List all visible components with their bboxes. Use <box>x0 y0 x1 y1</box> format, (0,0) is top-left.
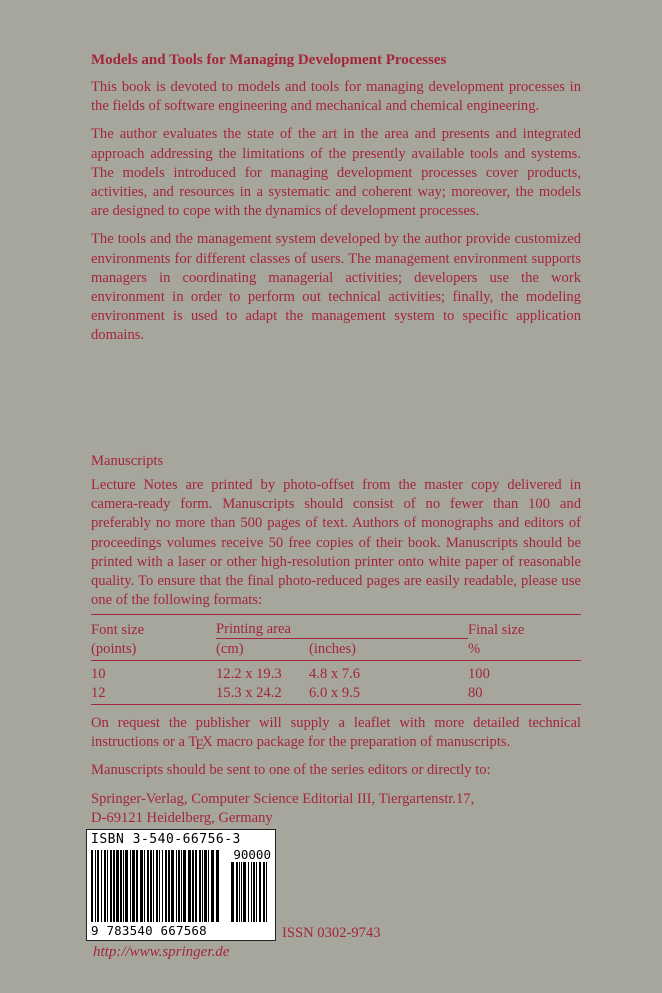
table-row <box>91 683 581 702</box>
header-final-size: Final size <box>468 621 525 638</box>
table-row <box>91 664 581 683</box>
row-points: 10 <box>91 666 106 682</box>
header-inches: (inches) <box>309 641 357 657</box>
header-cm: (cm) <box>216 641 244 657</box>
description-paragraph-2: The author evaluates the state of the art in the area and presents and integrated approach addressing the limitations of the presently available tools and systems. The models introduced for managing development processes cover products, activities, and resources in a systematic and coherent way; moreover, the models are designed to cope with the dynamics of development processes. <box>91 126 581 220</box>
row-points: 12 <box>91 685 106 701</box>
request-text-end: macro package for the preparation of manuscripts. <box>212 734 511 751</box>
manuscripts-intro: Lecture Notes are printed by photo-offset from the master copy delivered in camera-ready form. Manuscripts should consist of no fewer than 100 and preferably no more than 500 pages of text. Authors of monographs and editors of proceedings volumes receive 50 free copies of their book. Manuscripts should be printed with a laser or other high-resolution printer onto white paper of reasonable quality. To ensure that the final photo-reduced pages are easily readable, please use one of the following formats: <box>91 477 581 609</box>
header-points: (points) <box>91 641 137 657</box>
header-percent: % <box>468 641 481 657</box>
row-cm: 12.2 x 19.3 <box>216 666 282 682</box>
isbn-barcode <box>86 829 276 941</box>
barcode-bars <box>91 850 271 922</box>
description-paragraph-1: This book is devoted to models and tools for managing development processes in the fields of software engineering and mechanical and chemical engineering. <box>91 79 581 115</box>
table-bottom-rule <box>91 704 581 705</box>
issn: ISSN 0302-9743 <box>282 925 381 941</box>
header-font-size: Font size <box>91 621 145 638</box>
tex-x: X <box>202 734 213 751</box>
request-text-start: On request the publisher will supply a leaflet with more detailed technical instructions or a <box>91 715 581 751</box>
row-final: 100 <box>468 666 490 682</box>
address-line-2: D-69121 Heidelberg, Germany <box>91 809 273 826</box>
description-paragraph-3: The tools and the management system developed by the author provide customized environments for different classes of users. The management environment supports managers in coordinating managerial activities; developers use the work environment in order to perform out technical activities; finally, the modeling environment is used to adapt the management system to specific application domains. <box>91 231 581 344</box>
tex-logo <box>188 734 213 754</box>
publisher-url: http://www.springer.de <box>93 944 230 960</box>
row-final: 80 <box>468 685 483 701</box>
ean-number: 9 783540 667568 <box>91 923 207 938</box>
manuscripts-heading: Manuscripts <box>91 453 164 469</box>
request-paragraph <box>91 714 581 752</box>
book-description <box>91 50 581 355</box>
tex-t: T <box>188 734 198 751</box>
row-inches: 6.0 x 9.5 <box>309 685 361 701</box>
barcode-addon: 90000 <box>233 847 271 862</box>
manuscripts-section <box>91 476 581 619</box>
row-inches: 4.8 x 7.6 <box>309 666 361 682</box>
address-line-1: Springer-Verlag, Computer Science Editorial III, Tiergartenstr.17, <box>91 790 475 807</box>
closing-text <box>91 714 581 828</box>
send-to-paragraph: Manuscripts should be sent to one of the series editors or directly to: <box>91 762 491 779</box>
formats-table-body <box>91 664 581 702</box>
header-printing-area: Printing area <box>216 619 468 639</box>
tex-e: E <box>195 737 205 754</box>
book-title: Models and Tools for Managing Development Processes <box>91 52 447 68</box>
address <box>91 790 581 828</box>
table-mid-rule <box>91 660 581 661</box>
table-top-rule <box>91 614 581 615</box>
isbn-text: ISBN 3-540-66756-3 <box>91 832 241 847</box>
row-cm: 15.3 x 24.2 <box>216 685 282 701</box>
formats-table <box>91 619 581 658</box>
